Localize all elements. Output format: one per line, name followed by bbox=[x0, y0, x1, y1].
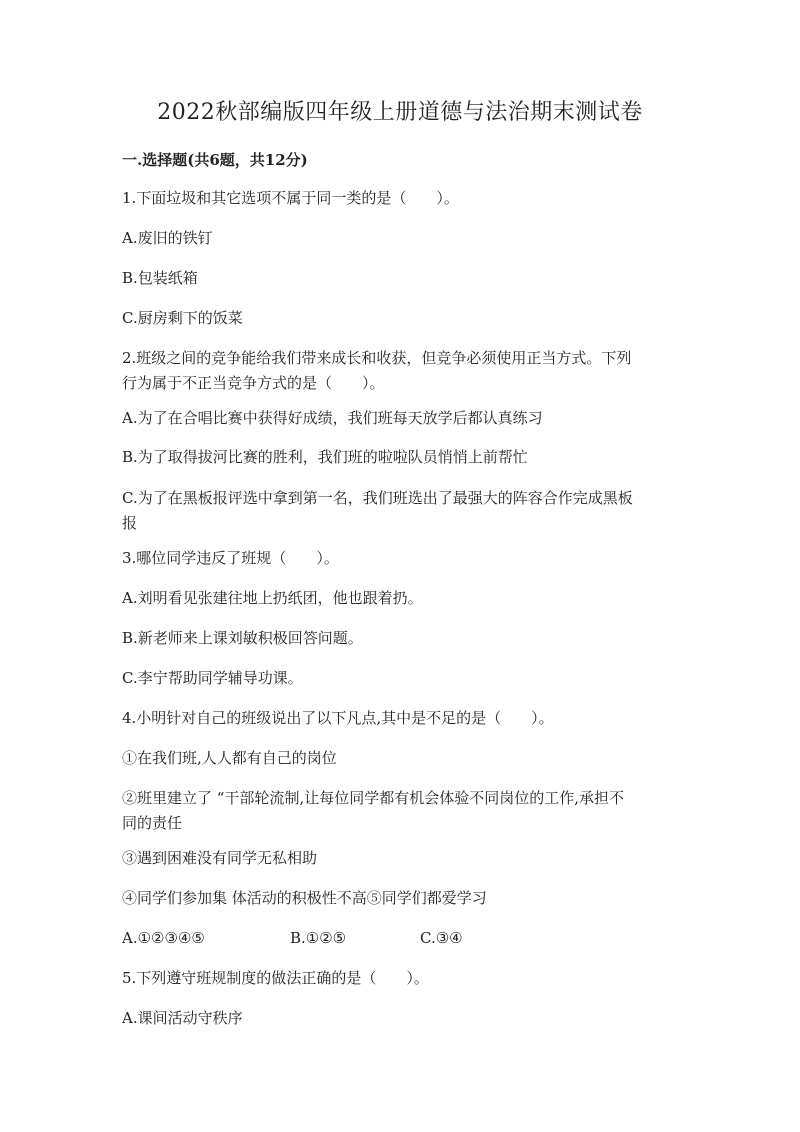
question-4-stem: 4.小明针对自己的班级说出了以下凡点,其中是不足的是（ ）。 bbox=[122, 709, 554, 727]
question-2-stem-line-1: 2.班级之间的竞争能给我们带来成长和收获，但竞争必须使用正当方式。下列 bbox=[122, 349, 632, 367]
question-3-option-a: A.刘明看见张建往地上扔纸团，他也跟着扔。 bbox=[122, 589, 423, 607]
question-5-option-a: A.课间活动守秩序 bbox=[122, 1009, 243, 1027]
question-4-statement-3: ③遇到困难没有同学无私相助 bbox=[122, 849, 318, 867]
question-3-option-b: B.新老师来上课刘敏积极回答问题。 bbox=[122, 629, 363, 647]
question-4-option-c: C.③④ bbox=[420, 929, 463, 947]
page-title: 2022秋部编版四年级上册道德与法治期末测试卷 bbox=[157, 100, 643, 125]
question-4-option-a: A.①②③④⑤ bbox=[122, 929, 205, 947]
question-2-option-c-line-2: 报 bbox=[122, 514, 138, 532]
question-2-option-a: A.为了在合唱比赛中获得好成绩，我们班每天放学后都认真练习 bbox=[122, 409, 543, 427]
question-1-option-c: C.厨房剩下的饭菜 bbox=[122, 309, 243, 327]
question-4-statement-2-line-1: ②班里建立了 “干部轮流制,让每位同学都有机会体验不同岗位的工作,承担不 bbox=[122, 789, 624, 807]
question-2-stem-line-2: 行为属于不正当竞争方式的是（ ）。 bbox=[122, 374, 385, 392]
question-5-stem: 5.下列遵守班规制度的做法正确的是（ ）。 bbox=[122, 969, 429, 987]
question-2-option-c-line-1: C.为了在黑板报评选中拿到第一名，我们班选出了最强大的阵容合作完成黑板 bbox=[122, 489, 633, 507]
question-4-statement-2-line-2: 同的责任 bbox=[122, 814, 183, 832]
question-4-statement-4: ④同学们参加集 体活动的积极性不高⑤同学们都爱学习 bbox=[122, 889, 487, 907]
question-3-option-c: C.李宁帮助同学辅导功课。 bbox=[122, 669, 303, 687]
question-3-stem: 3.哪位同学违反了班规（ ）。 bbox=[122, 549, 339, 567]
section-heading: 一.选择题(共6题，共12分) bbox=[122, 151, 308, 169]
question-1-option-b: B.包装纸箱 bbox=[122, 269, 198, 287]
question-4-statement-1: ①在我们班,人人都有自己的岗位 bbox=[122, 749, 337, 767]
question-1-option-a: A.废旧的铁钉 bbox=[122, 229, 213, 247]
question-4-option-b: B.①②⑤ bbox=[290, 929, 347, 947]
question-1-stem: 1.下面垃圾和其它选项不属于同一类的是（ ）。 bbox=[122, 189, 459, 207]
question-2-option-b: B.为了取得拔河比赛的胜利，我们班的啦啦队员悄悄上前帮忙 bbox=[122, 448, 528, 466]
